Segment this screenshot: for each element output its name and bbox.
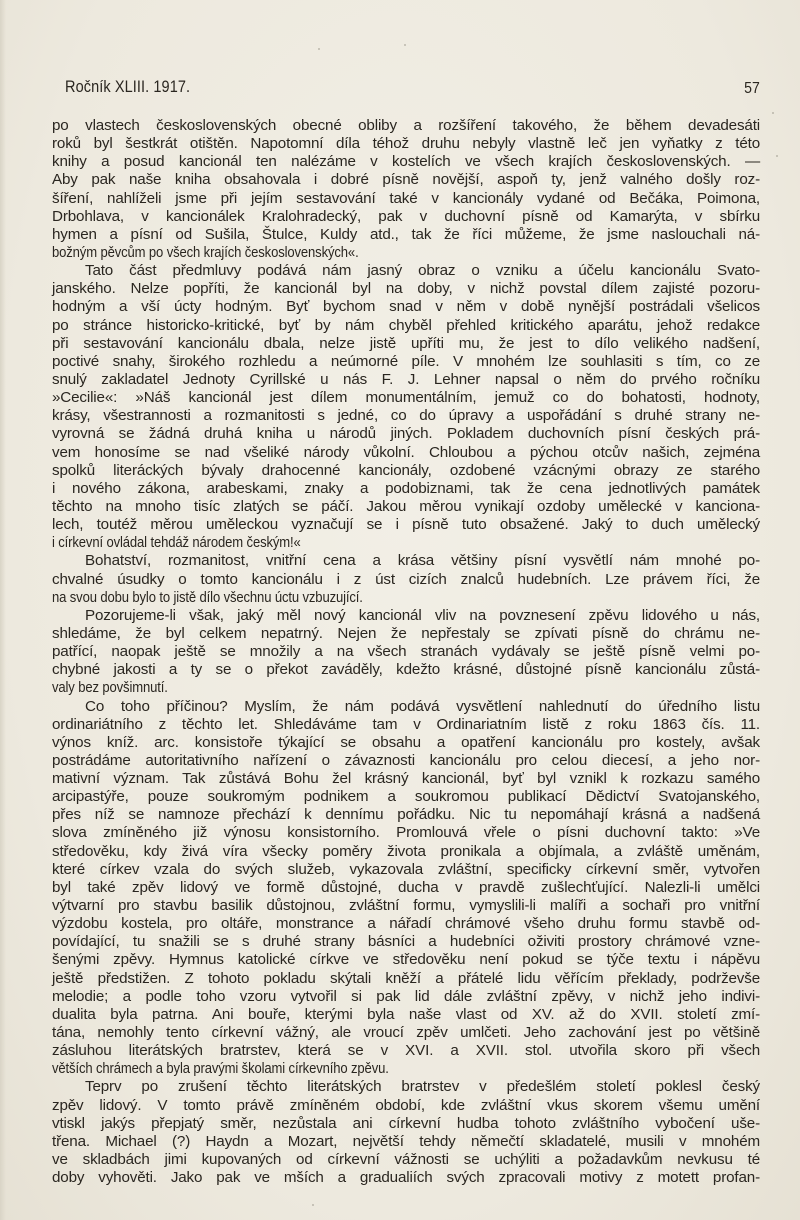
text-line: »Cecilie«: »Náš kancionál jest dílem monumentálním, jemuž co do bohatosti, hodnoty, — [52, 389, 760, 407]
text-line: šenými zpěvy. Hymnus katolické církve ve středověku není pokud se týče textu i nápěvu — [52, 951, 760, 969]
text-line: valy bez povšimnutí. — [52, 679, 168, 697]
page-number: 57 — [744, 80, 760, 97]
paragraph-first-line: Pozorujeme-li však, jaký měl nový kancionál vliv na povznesení zpěvu lidového u nás, — [85, 606, 760, 624]
text-line: krásy, všestrannosti a rozmanitosti s jedné, co do úpravy a uspořádání s druhé strany ne- — [52, 407, 760, 425]
text-line: janského. Nelze popříti, že kancionál byl na doby, v nichž povstal dílem zajisté pozoru- — [52, 280, 760, 298]
text-line: vtiskl jakýs přepjatý směr, nezůstala ani církevní hudba tohoto zvláštního vybočení uše- — [52, 1114, 760, 1132]
text-line: výnos kníž. arc. konsistoře týkající se obsahu a opatření kancionálu pro kostely, avšak — [52, 733, 760, 751]
text-line: Drbohlava, v kancionálek Kralohradecký, pak v duchovní písně od Kamarýta, v sbírku — [52, 207, 760, 225]
paper-speck — [318, 48, 320, 50]
text-line: slova zmíněného již výnosu konsistorního. Promlouvá vřele o písni duchovní takto: »Ve — [52, 824, 760, 842]
page-edge-shadow — [0, 0, 6, 1220]
text-line: těchto na mnoho tisíc zlatých se páčí. Jakou měrou vynikají ozdoby umělecké v kanciona- — [52, 497, 760, 515]
text-line: ve skladbách jimi kupovaných od církevní vážnosti se uchýliti a požadavkům nevkusu té — [52, 1151, 760, 1169]
text-line: shledáme, že byl celkem nepatrný. Nejen že nepřestaly se zpívati písně do chrámu ne- — [52, 624, 760, 642]
text-line: byl také zpěv lidový ve formě důstojné, ducha v pravdě zušlechťující. Nalezli-li umělci — [52, 878, 760, 896]
text-line: ještě předstižen. Z tohoto pokladu skýtali kněží a přátelé lidu věřícím překlady, podrževše — [52, 969, 760, 987]
text-line: hymen a písní od Sušila, Štulce, Kuldy atd., tak že říci můžeme, že jsme naslouchali ná- — [52, 225, 760, 243]
text-line: doby vyhověti. Jako pak ve mších a gradualiích svých zpracovali motivy z motett profan- — [52, 1169, 760, 1187]
text-line: zpěv lidový. V tomto právě zmíněném období, kde zvláštní vkus skorem všemu umění — [52, 1096, 760, 1114]
text-line: výtvarní pro stavbu basilik důstojnou, zvláštní formu, vymyslili-li malíři a sochaři pro vnitřní — [52, 897, 760, 915]
text-line: i církevní ovládal tehdáž národem českým!« — [52, 534, 301, 552]
paragraph-first-line: Teprv po zrušení těchto literátských bratrstev v předešlém století poklesl český — [85, 1078, 760, 1096]
running-header — [65, 78, 760, 102]
text-line: šíření, nahlíželi jsme při jejím sestavování také v kancionály vydané od Bečáka, Poimona, — [52, 189, 760, 207]
text-line: výzdobu kostela, pro oltáře, monstrance a nářadí chrámové všeho druhu formu stavbě od- — [52, 915, 760, 933]
text-line: chvalné úsudky o tomto kancionálu i z úst cizích znalců hudebních. Lze právem říci, že — [52, 570, 760, 588]
paper-speck — [404, 44, 406, 46]
text-line: přes níž se namnoze přechází k dennímu pořádku. Nic tu nepomáhají krásná a nadšená — [52, 806, 760, 824]
text-line: knihy a posud kancionál ten nalézáme v kostelích ve všech krajích československých. — — [52, 153, 760, 171]
text-line: hodným a vší úcty hodným. Byť bychom snad v něm v době nynější postrádali všelicos — [52, 298, 760, 316]
text-line: melodie; a podle toho vzoru vytvořil si pak lid dále zvláštní zpěvy, v nichž jeho indivi- — [52, 987, 760, 1005]
running-title: Ročník XLIII. 1917. — [65, 78, 191, 96]
text-line: ordinariátního z těchto let. Shledáváme tam v Ordinariatním listě z roku 1863 čís. 11. — [52, 715, 760, 733]
paper-speck — [312, 1204, 314, 1206]
paper-speck — [776, 155, 778, 157]
text-line: Aby pak naše kniha obsahovala i dobré písně novější, aspoň ty, jenž valného došly roz- — [52, 171, 760, 189]
text-line: božným pěvcům po všech krajích československých«. — [52, 243, 359, 261]
text-line: dualita byla patrna. Ani bouře, kterými byla naše vlast od XV. až do XVII. století zmí- — [52, 1005, 760, 1023]
text-line: postrádáme autoritativního nařízení o závaznosti kancionálu pro celou diecesí, a jeho nor- — [52, 751, 760, 769]
text-line: po vlastech československých obecné obliby a rozšíření takového, že během devadesáti — [52, 117, 760, 134]
text-line: vyrovná se žádná druhá kniha u národů jiných. Pokladem duchovních písní českých prá- — [52, 425, 760, 443]
text-line: středověku, kdy živá víra všecky poměry života pronikala a objímala, a zvláště uměnám, — [52, 842, 760, 860]
text-line: poctivé snahy, širokého rozhledu a neúmorné píle. V mnohém lze souhlasiti s tím, co ze — [52, 352, 760, 370]
text-line: roků byl šestkrát otištěn. Napotomní díla téhož druhu nebyly vlastně leč jen vyňatky z této — [52, 135, 760, 153]
text-line: chybné jakosti a ty se o překot zaváděly, kdežto krásné, důstojné písně kancionálu zůstá- — [52, 661, 760, 679]
text-line: spolků literáckých bývaly drahocenné kancionály, ozdobené vzácnými obrazy ze starého — [52, 461, 760, 479]
text-line: arcipastýře, pouze soukromým podnikem a soukromou publikací Dědictví Svatojanského, — [52, 788, 760, 806]
text-line: při sestavování kancionálu dbala, nelze jistě upříti mu, že jest to dílo velikého nadšení, — [52, 334, 760, 352]
paragraph-first-line: Bohatství, rozmanitost, vnitřní cena a krása většiny písní vysvětlí nám mnohé po- — [85, 552, 760, 570]
text-line: patřící, naopak ještě se množily a na všech stranách vydávaly se ještě písně velmi po- — [52, 643, 760, 661]
text-line: mativní význam. Tak zůstává Bohu žel krásný kancionál, byť byl vznikl k rozkazu samého — [52, 770, 760, 788]
text-line: na svou dobu bylo to jistě dílo všechnu úctu vzbuzující. — [52, 588, 363, 606]
text-line: povídající, tu snažili se s druhé strany básníci a hudebníci oživiti prostory chrámové vzne- — [52, 933, 760, 951]
paragraph-first-line: Tato část předmluvy podává nám jasný obraz o vzniku a účelu kancionálu Svato- — [85, 262, 760, 280]
text-line: po stránce historicko-kritické, byť by nám chyběl přehled kritického aparátu, jehož redakce — [52, 316, 760, 334]
paragraph-first-line: Co toho příčinou? Myslím, že nám podává vysvětlení nahlednutí do úředního listu — [85, 697, 760, 715]
text-line: třena. Michael (?) Haydn a Mozart, největší tehdy němečtí skladatelé, musili v mnohém — [52, 1132, 760, 1150]
text-line: snulý zakladatel Jednoty Cyrillské u nás F. J. Lehner napsal o něm do prvého ročníku — [52, 370, 760, 388]
text-line: i nového zákona, arabeskami, znaky a podobiznami, tak že cena jednotlivých památek — [52, 479, 760, 497]
paper-speck — [772, 112, 774, 114]
text-line: vem honosíme se nad všeliké národy vůkolní. Chloubou a pýchou otcův našich, zejména — [52, 443, 760, 461]
text-line: které církev vzala do svých služeb, vykazovala zvláštní, specificky církevní směr, vytvořen — [52, 860, 760, 878]
body-text — [52, 117, 760, 1187]
text-line: zásluhou literátských bratrstev, která se v XVI. a XVII. stol. utvořila skoro při všech — [52, 1042, 760, 1060]
text-line: tána, nemohly tento církevní vážný, ale vroucí zpěv umlčeti. Jeho zachování jest po většině — [52, 1024, 760, 1042]
text-line: lech, toutéž měrou uměleckou vyznačují se i písně tuto obsažené. Jaký to duch umělecký — [52, 516, 760, 534]
text-line: větších chrámech a byla pravými školami církevního zpěvu. — [52, 1060, 389, 1078]
